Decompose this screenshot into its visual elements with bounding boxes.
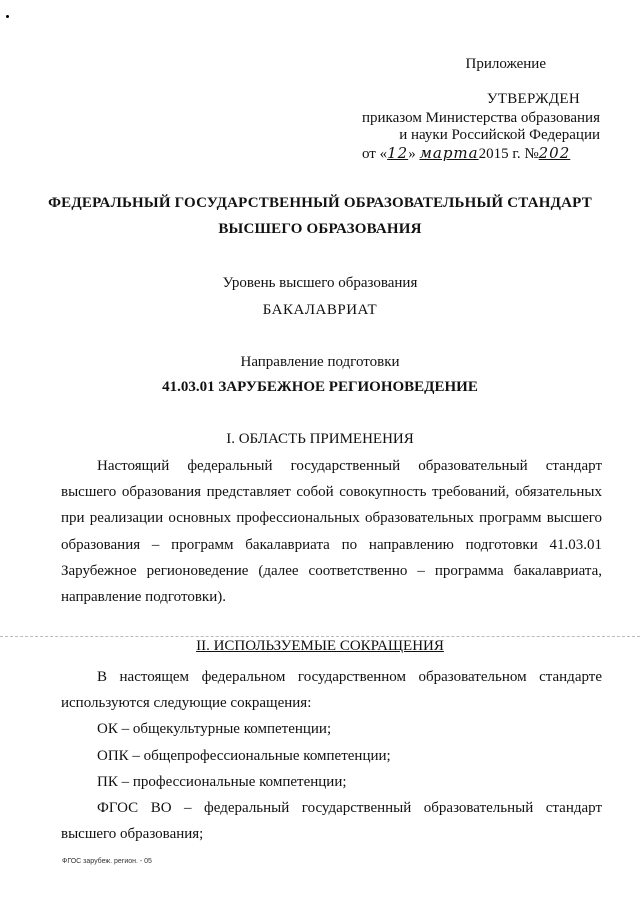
level-value: БАКАЛАВРИАТ (262, 302, 378, 318)
section-1-text: Настоящий федеральный государственный образовательный стандарт высшего образования представляет собой совокупность требований, обязательных при реализации основных профессиональных образовательных программ высшего образования – программ бакалавриата по направлению подготовки 41.03.01 Зарубежное регионоведение (далее соответственно – программа бакалавриата, направление подготовки). (61, 458, 602, 606)
abbrev-item: ОПК – общепрофессиональные компетенции; (97, 747, 391, 764)
date-prefix: от « (362, 146, 388, 162)
order-line-1: приказом Министерства образования (362, 110, 600, 126)
abbrev-item: ОК – общекультурные компетенции; (97, 721, 332, 738)
footer-code: ФГОС зарубеж. регион. - 05 (62, 858, 152, 865)
order-date-line (362, 144, 570, 163)
order-number: 202 (538, 144, 571, 162)
date-day: 12 (387, 144, 409, 162)
section-1-paragraph (61, 453, 602, 610)
date-month: марта (419, 144, 479, 162)
section-2-body (61, 664, 602, 847)
order-line-2: и науки Российской Федерации (399, 127, 600, 143)
section-1-heading: I. ОБЛАСТЬ ПРИМЕНЕНИЯ (226, 431, 414, 447)
title-line-1: ФЕДЕРАЛЬНЫЙ ГОСУДАРСТВЕННЫЙ ОБРАЗОВАТЕЛЬНЫЙ СТАНДАРТ (48, 195, 592, 211)
abbrev-item: ФГОС ВО – федеральный государственный образовательный стандарт высшего образования; (61, 800, 602, 843)
scan-divider (0, 636, 640, 637)
appendix-label: Приложение (465, 56, 546, 72)
abbrev-item: ПК – профессиональные компетенции; (97, 773, 347, 790)
date-year: 2015 г. № (478, 146, 539, 162)
level-label: Уровень высшего образования (222, 275, 418, 291)
scan-speck (6, 15, 9, 18)
date-mid: » (408, 146, 416, 162)
direction-value: 41.03.01 ЗАРУБЕЖНОЕ РЕГИОНОВЕДЕНИЕ (162, 379, 478, 395)
title-line-2: ВЫСШЕГО ОБРАЗОВАНИЯ (218, 221, 422, 237)
approved-label: УТВЕРЖДЕН (486, 91, 580, 107)
section-2-heading: II. ИСПОЛЬЗУЕМЫЕ СОКРАЩЕНИЯ (196, 638, 444, 654)
section-2-intro: В настоящем федеральном государственном образовательном стандарте используются следующие сокращения: (61, 669, 602, 712)
direction-label: Направление подготовки (240, 354, 400, 370)
